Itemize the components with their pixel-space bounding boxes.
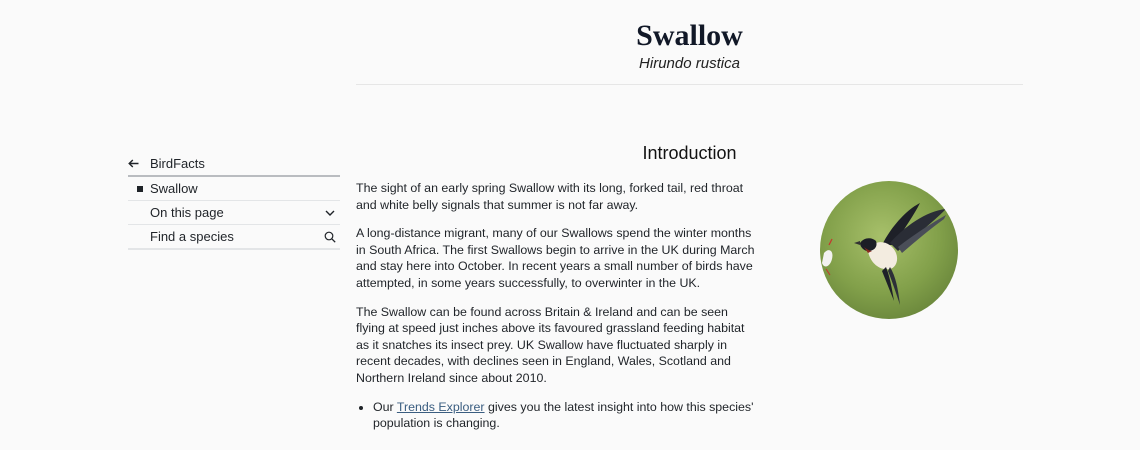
back-to-birdfacts-link[interactable] (128, 152, 340, 177)
find-a-species-search[interactable] (128, 225, 340, 250)
intro-paragraph: A long-distance migrant, many of our Swallows spend the winter months in South Africa. The first Swallows begin to arrive in the UK during March and stay here into October. In recent years a small number of birds have attempted, in some years successfully, to overwinter in the UK. (356, 226, 755, 290)
intro-paragraph: The Swallow can be found across Britain & Ireland and can be seen flying at speed just inches above its favoured grassland feeding habitat as it snatches its insect prey. UK Swallow have fluctuated sharply in recent decades, with declines seen in England, Wales, Scotland and Northern Ireland since about 2010. (356, 304, 745, 385)
sidebar-item-label: Swallow (150, 181, 198, 196)
header-divider (356, 84, 1023, 85)
on-this-page-label: On this page (150, 205, 224, 220)
bullet-list (356, 399, 756, 432)
find-species-label: Find a species (150, 229, 234, 244)
arrow-left-icon (128, 156, 150, 171)
introduction-content (356, 180, 756, 432)
search-icon (320, 231, 340, 243)
current-page-marker-icon (128, 186, 150, 192)
list-item (373, 399, 756, 432)
swallow-photo (820, 181, 958, 319)
bullet-suffix: gives you the latest insight into how this species' population is changing. (373, 399, 754, 431)
trends-explorer-link[interactable]: Trends Explorer (396, 399, 485, 414)
scientific-name: Hirundo rustica (639, 55, 740, 72)
page-header (356, 18, 1023, 72)
page-title: Swallow (636, 19, 743, 52)
sidebar-nav (128, 152, 340, 250)
back-label: BirdFacts (150, 155, 205, 171)
on-this-page-toggle[interactable] (128, 201, 340, 225)
section-heading-introduction: Introduction (642, 143, 737, 163)
sidebar-item-swallow[interactable] (128, 177, 340, 201)
chevron-down-icon (320, 210, 340, 216)
intro-paragraph: The sight of an early spring Swallow with its long, forked tail, red throat and white belly signals that summer is not far away. (356, 181, 744, 212)
bullet-prefix: Our (373, 399, 397, 414)
